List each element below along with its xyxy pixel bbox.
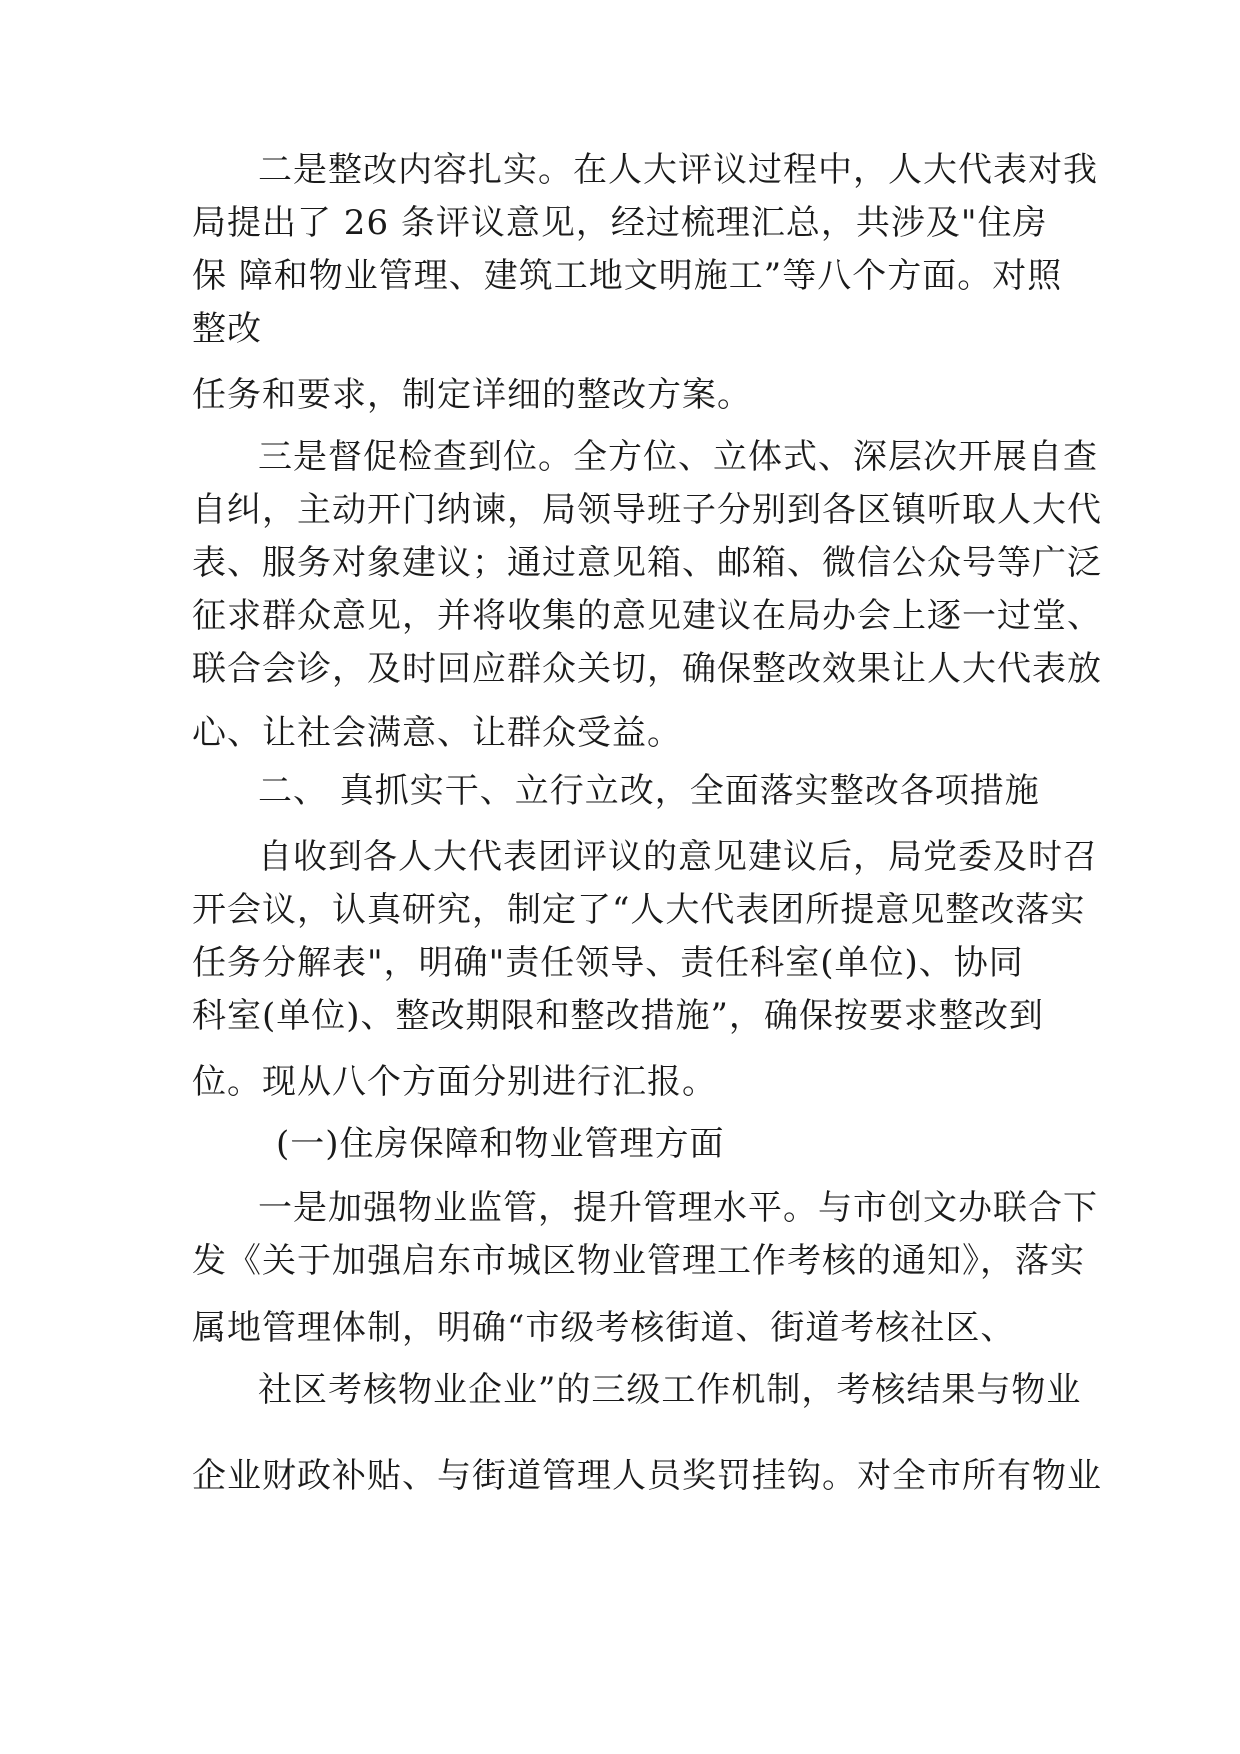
paragraph-line: 征求群众意见，并将收集的意见建议在局办会上逐一过堂、 <box>192 596 1102 636</box>
paragraph-line: 自收到各人大代表团评议的意见建议后，局党委及时召 <box>258 837 1098 877</box>
paragraph-line: 局提出了 26 条评议意见，经过梳理汇总，共涉及"住房 <box>192 203 1048 243</box>
paragraph-line: 三是督促检查到位。全方位、立体式、深层次开展自查 <box>258 437 1098 477</box>
paragraph-line: 心、让社会满意、让群众受益。 <box>192 713 682 753</box>
paragraph-line: 属地管理体制，明确“市级考核街道、街道考核社区、 <box>192 1308 1016 1348</box>
paragraph-line: 任务分解表"，明确"责任领导、责任科室(单位)、协同 <box>192 943 1024 983</box>
paragraph-line: 发《关于加强启东市城区物业管理工作考核的通知》，落实 <box>192 1241 1085 1281</box>
paragraph-line: 社区考核物业企业”的三级工作机制，考核结果与物业 <box>258 1370 1082 1410</box>
paragraph-line: 二是整改内容扎实。在人大评议过程中，人大代表对我 <box>258 150 1098 190</box>
paragraph-line: 保 障和物业管理、建筑工地文明施工”等八个方面。对照 <box>192 256 1063 296</box>
paragraph-line: 开会议，认真研究，制定了“人大代表团所提意见整改落实 <box>192 890 1086 930</box>
paragraph-line: 联合会诊，及时回应群众关切，确保整改效果让人大代表放 <box>192 649 1102 689</box>
paragraph-line: 位。现从八个方面分别进行汇报。 <box>192 1062 717 1102</box>
paragraph-line: 自纠，主动开门纳谏，局领导班子分别到各区镇听取人大代 <box>192 490 1102 530</box>
paragraph-line: 一是加强物业监管，提升管理水平。与市创文办联合下 <box>258 1188 1098 1228</box>
paragraph-line: 整改 <box>192 309 262 349</box>
section-heading: 二、 真抓实干、立行立改，全面落实整改各项措施 <box>258 771 1040 811</box>
paragraph-line: 任务和要求，制定详细的整改方案。 <box>192 375 752 415</box>
paragraph-line: 表、服务对象建议；通过意见箱、邮箱、微信公众号等广泛 <box>192 543 1102 583</box>
subsection-heading: (一)住房保障和物业管理方面 <box>276 1124 725 1164</box>
paragraph-line: 科室(单位)、整改期限和整改措施”，确保按要求整改到 <box>192 996 1044 1036</box>
paragraph-line: 企业财政补贴、与街道管理人员奖罚挂钩。对全市所有物业 <box>192 1456 1102 1496</box>
